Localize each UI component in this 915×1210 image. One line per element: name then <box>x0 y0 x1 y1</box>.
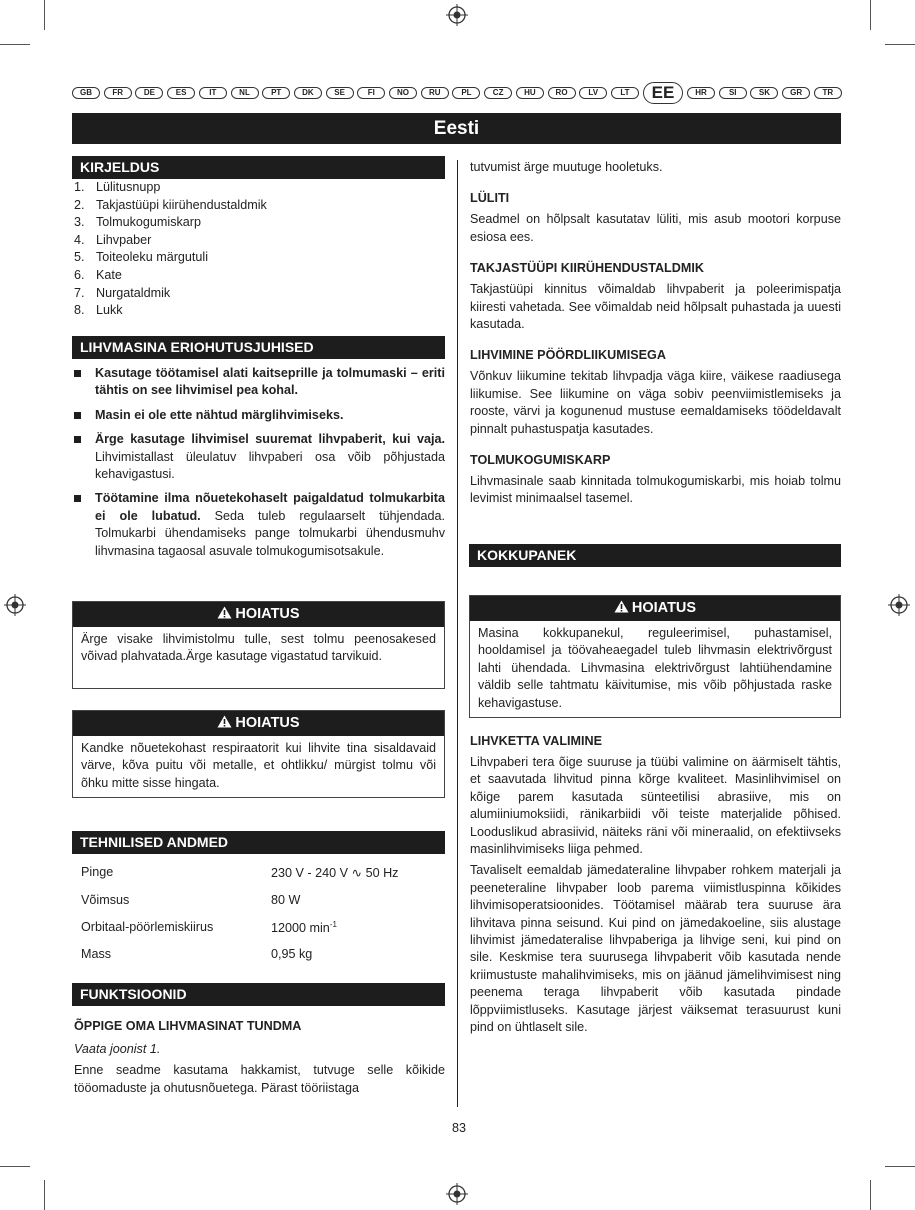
bullet-item: Töötamine ilma nõuetekohaselt paigaldatud tolmukarbita ei ole lubatud. Seda tuleb regulaarselt tühjendada. Tolmukarbi ühendamiseks pange tolmukarbi ühendusmuhv lihvmasina tagaosal asuvale tolmukogumisotsakule. <box>72 490 445 560</box>
language-tab-nl[interactable]: NL <box>231 87 259 99</box>
language-tab-gb[interactable]: GB <box>72 87 100 99</box>
paragraph: Tavaliselt eemaldab jämedateraline lihvpaber rohkem materjali ja peeneteraline lihvpaber loob parema viimistluspinna kõikides lihvimisoperatsioonides. Töötamisel määrab tera suuruse ära lihvitava pinna seisund. Kui pind on jämedakoeline, siis alustage lihvimist jämedateralise lihvpaberiga ja lihvige seni, kui pind on sile. Keskmise tera suurusega lihvpaberit võib kasutada nende kriimustuste mahalihvimiseks, mis on jäänud jämelihvimisest ning peenema teraga lihvpaberit võib kasutada pindade lõppviimistluseks. Kasutage järjest väiksemat terasuurust kuni pind on ühtlaselt sile. <box>470 863 841 1035</box>
language-tab-fr[interactable]: FR <box>104 87 132 99</box>
warning-heading: HOIATUS <box>470 596 840 621</box>
language-tab-de[interactable]: DE <box>135 87 163 99</box>
subheading: TAKJASTÜÜPI KIIRÜHENDUSTALDMIK <box>470 261 704 276</box>
spec-value <box>271 865 398 880</box>
crop-mark <box>885 44 915 45</box>
paragraph: Lihvpaberi tera õige suuruse ja tüübi valimine on äärmiselt tähtis, et saavutada lihvitud pinna kõrge kvaliteet. Masinlihvimisel on kõige parem kasutada sünteetilisi abrasiive, mis on alumiiniumoksiidi, ränikarbiidi või teiste materjalide põhised. Looduslikud abrasiivid, näiteks räni või mineraalid, on efektiivseks masinlihvimiseks liiga pehmed. <box>470 755 841 857</box>
language-tab-si[interactable]: SI <box>719 87 747 99</box>
spec-value-text: 0,95 kg <box>271 947 313 961</box>
spec-value <box>271 920 337 935</box>
spec-value <box>271 947 312 961</box>
language-tab-hr[interactable]: HR <box>687 87 715 99</box>
list-item <box>72 302 445 320</box>
warning-heading: HOIATUS <box>73 711 444 736</box>
crop-mark <box>44 1180 45 1210</box>
list-item <box>72 267 445 285</box>
language-tab-lt[interactable]: LT <box>611 87 639 99</box>
section-heading-tehnilised: TEHNILISED ANDMED <box>72 831 445 854</box>
language-tab-ro[interactable]: RO <box>548 87 576 99</box>
language-tab-ru[interactable]: RU <box>421 87 449 99</box>
list-item <box>72 179 445 197</box>
warning-box <box>469 595 841 718</box>
warning-box <box>72 601 445 689</box>
spec-label: Pinge <box>81 865 114 879</box>
registration-mark-icon <box>446 1183 468 1205</box>
list-item-number: 2. <box>74 197 85 212</box>
warning-text: Kandke nõuetekohast respiraatorit kui lihvite tina sisaldavaid värve, kõva puitu või metalle, et ohtlikku/ mürgist tolmu või õhku mitte sisse hingata. <box>81 741 436 790</box>
language-bar <box>72 82 842 104</box>
registration-mark-icon <box>888 594 910 616</box>
bullet-item: Ärge kasutage lihvimisel suuremat lihvpaberit, kui vaja. Lihvimistallast üleulatuv lihvpaberi osa võib põhjustada kehavigastusi. <box>72 431 445 483</box>
paragraph: tutvumist ärge muutuge hooletuks. <box>470 160 663 174</box>
subheading: LIHVKETTA VALIMINE <box>470 734 602 748</box>
list-item <box>72 197 445 215</box>
list-item-number: 7. <box>74 285 85 300</box>
spec-label: Mass <box>81 947 112 961</box>
safety-bullets <box>72 365 445 560</box>
language-tab-no[interactable]: NO <box>389 87 417 99</box>
bullet-item: Masin ei ole ette nähtud märglihvimiseks. <box>72 407 445 424</box>
paragraph: Võnkuv liikumine tekitab lihvpadja väga kiire, väikese raadiusega liikumise. See liikumine on väga sobiv peenviimistlemiseks ja rooste, värvi ja kogunenud mustuse eemaldamiseks töödeldavalt pinnalt puhastuspatja kasutades. <box>470 369 841 436</box>
list-item-text: Lukk <box>96 303 123 318</box>
spec-unit-exponent: -1 <box>329 920 337 929</box>
subheading: LIHVIMINE PÖÖRDLIIKUMISEGA <box>470 348 666 363</box>
parts-list <box>72 179 445 320</box>
language-tab-dk[interactable]: DK <box>294 87 322 99</box>
list-item <box>72 249 445 267</box>
crop-mark <box>0 44 30 45</box>
list-item-number: 5. <box>74 250 85 265</box>
section-heading-erijuhised: LIHVMASINA ERIOHUTUSJUHISED <box>72 336 445 359</box>
list-item <box>72 214 445 232</box>
crop-mark <box>870 1180 871 1210</box>
warning-text: Ärge visake lihvimistolmu tulle, sest tolmu peenosakesed võivad plahvatada.Ärge kasutage vigastatud tarvikuid. <box>81 632 436 664</box>
warning-triangle-icon <box>217 715 232 728</box>
language-tab-hu[interactable]: HU <box>516 87 544 99</box>
funktsioonid-body <box>74 1018 445 1097</box>
crop-mark <box>0 1166 30 1167</box>
list-item <box>72 232 445 250</box>
list-item-number: 8. <box>74 303 85 318</box>
language-tab-lv[interactable]: LV <box>579 87 607 99</box>
section-heading-kokkupanek: KOKKUPANEK <box>469 544 841 567</box>
list-item-text: Kate <box>96 267 122 282</box>
list-item-text: Lihvpaber <box>96 232 152 247</box>
language-tab-fi[interactable]: FI <box>357 87 385 99</box>
bullet-item: Kasutage töötamisel alati kaitseprille ja tolmumaski – eriti tähtis on see lihvimisel pea kohal. <box>72 365 445 400</box>
language-tab-sk[interactable]: SK <box>750 87 778 99</box>
page-title: Eesti <box>72 113 841 144</box>
registration-mark-icon <box>4 594 26 616</box>
warning-triangle-icon <box>217 606 232 619</box>
warning-box <box>72 710 445 798</box>
valimine-section <box>470 733 841 1037</box>
spec-label: Võimsus <box>81 893 130 907</box>
list-item-text: Takjastüüpi kiirühendustaldmik <box>96 197 267 212</box>
page-number: 83 <box>451 1121 466 1135</box>
list-item-number: 4. <box>74 232 85 247</box>
paragraph: Takjastüüpi kinnitus võimaldab lihvpaberit ja poleerimispatja kiiresti vahetada. See võimaldab neid hõlpsalt puhastada ja uuesti kasutada. <box>470 282 841 332</box>
list-item-text: Nurgataldmik <box>96 285 171 300</box>
paragraph: Enne seadme kasutama hakkamist, tutvuge selle kõikide tööomaduste ja ohutusnõuetega. Pärast tööriistaga <box>74 1063 445 1095</box>
spec-label: Orbitaal-pöörlemiskiirus <box>81 920 214 934</box>
registration-mark-icon <box>446 4 468 26</box>
list-item-text: Lülitusnupp <box>96 180 161 194</box>
language-tab-cz[interactable]: CZ <box>484 87 512 99</box>
language-tab-se[interactable]: SE <box>326 87 354 99</box>
spec-value-text: 12000 min <box>271 921 330 936</box>
section-heading-funktsioonid: FUNKTSIOONID <box>72 983 445 1006</box>
list-item-number: 3. <box>74 215 85 230</box>
language-tab-tr[interactable]: TR <box>814 87 842 99</box>
crop-mark <box>44 0 45 30</box>
crop-mark <box>885 1166 915 1167</box>
paragraph: Seadmel on hõlpsalt kasutatav lüliti, mis asub mootori korpuse esiosa ees. <box>470 212 841 244</box>
spec-value-text: 230 V - 240 V ∿ 50 Hz <box>271 866 399 880</box>
paragraph: Lihvmasinale saab kinnitada tolmukogumiskarbi, mis hoiab tolmu levimist minimaalsel tasemel. <box>470 474 841 506</box>
right-column-top <box>470 159 841 508</box>
warning-triangle-icon <box>614 600 629 613</box>
subheading: LÜLITI <box>470 191 510 206</box>
list-item-text: Toiteoleku märgutuli <box>96 250 209 265</box>
list-item-text: Tolmukogumiskarp <box>96 215 201 230</box>
crop-mark <box>870 0 871 30</box>
language-tab-gr[interactable]: GR <box>782 87 810 99</box>
language-tab-es[interactable]: ES <box>167 87 195 99</box>
list-item <box>72 285 445 303</box>
language-tab-ee[interactable]: EE <box>643 82 684 104</box>
warning-heading: HOIATUS <box>73 602 444 627</box>
language-tab-pt[interactable]: PT <box>262 87 290 99</box>
language-tab-it[interactable]: IT <box>199 87 227 99</box>
warning-text: Masina kokkupanekul, reguleerimisel, puhastamisel, hooldamisel ja töövaheaegadel tuleb lihvmasin elektrivõrgust lahti ühendada. Lihvmasina elektrivõrgust lahtiühendamine väldib selle tahtmatu käivitumise, mis võib põhjustada raske kehavigastuse. <box>478 626 832 710</box>
list-item-number: 1. <box>74 180 85 194</box>
spec-value <box>271 893 300 907</box>
list-item-number: 6. <box>74 267 85 282</box>
language-tab-pl[interactable]: PL <box>452 87 480 99</box>
section-heading-kirjeldus: KIRJELDUS <box>72 156 445 179</box>
spec-value-text: 80 W <box>271 893 301 907</box>
column-divider <box>457 160 458 1107</box>
figure-reference: Vaata joonist 1. <box>74 1042 161 1056</box>
subheading: TOLMUKOGUMISKARP <box>470 453 611 468</box>
subheading: ÕPPIGE OMA LIHVMASINAT TUNDMA <box>74 1019 302 1033</box>
